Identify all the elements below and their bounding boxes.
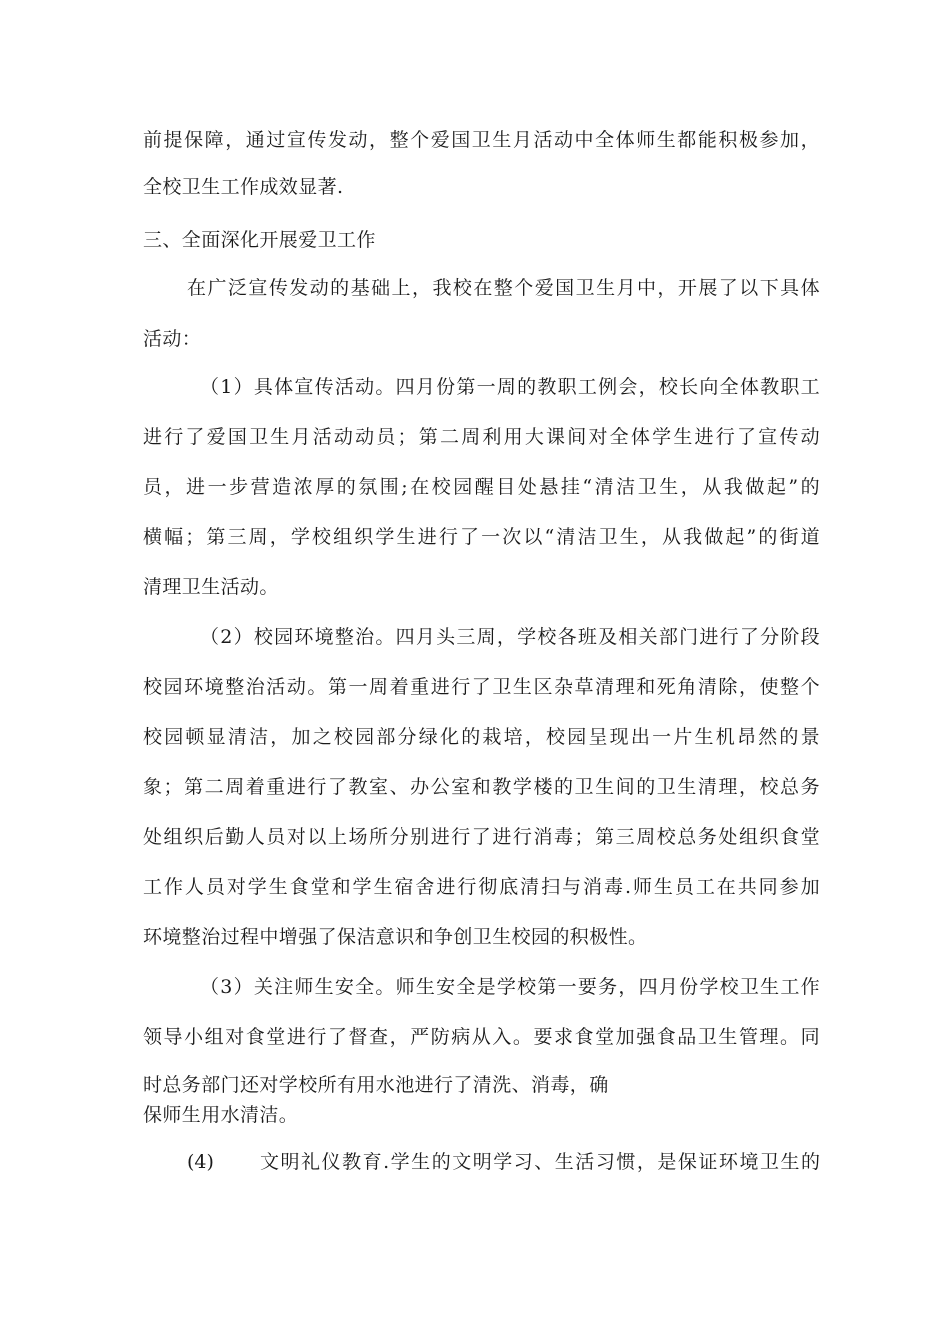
list-item-4-text: 文明礼仪教育.学生的文明学习、生活习惯，是保证环境卫生的	[260, 1151, 820, 1173]
list-item-4-number: (4)	[187, 1151, 214, 1173]
paragraph-line: 领导小组对食堂进行了督查，严防病从入。要求食堂加强食品卫生管理。同	[143, 1026, 820, 1048]
paragraph-line: 在广泛宣传发动的基础上，我校在整个爱国卫生月中，开展了以下具体	[187, 277, 820, 299]
paragraph-line: 处组织后勤人员对以上场所分别进行了进行消毒；第三周校总务处组织食堂	[143, 826, 820, 848]
paragraph-line: 校园顿显清洁，加之校园部分绿化的栽培，校园呈现出一片生机昂然的景	[143, 726, 820, 748]
paragraph-line: 工作人员对学生食堂和学生宿舍进行彻底清扫与消毒.师生员工在共同参加	[143, 876, 820, 898]
paragraph-line: 员，进一步营造浓厚的氛围;在校园醒目处悬挂“清洁卫生，从我做起”的	[143, 476, 820, 498]
paragraph-line: 环境整治过程中增强了保洁意识和争创卫生校园的积极性。	[143, 926, 648, 948]
paragraph-line: 校园环境整治活动。第一周着重进行了卫生区杂草清理和死角清除，使整个	[143, 676, 820, 698]
paragraph-line: 横幅；第三周，学校组织学生进行了一次以“清洁卫生，从我做起”的街道	[143, 526, 820, 548]
paragraph-line: 全校卫生工作成效显著.	[143, 176, 344, 198]
list-item-2-line: （2）校园环境整治。四月头三周，学校各班及相关部门进行了分阶段	[200, 626, 820, 648]
paragraph-line: 活动：	[143, 328, 202, 350]
list-item-1-line: （1）具体宣传活动。四月份第一周的教职工例会，校长向全体教职工	[200, 376, 820, 398]
list-item-3-line: （3）关注师生安全。师生安全是学校第一要务，四月份学校卫生工作	[200, 976, 820, 998]
paragraph-line: 保师生用水清洁。	[143, 1104, 299, 1126]
section-heading: 三、全面深化开展爱卫工作	[143, 229, 376, 251]
paragraph-line: 时总务部门还对学校所有用水池进行了清洗、消毒，确	[143, 1074, 609, 1096]
paragraph-line: 象；第二周着重进行了教室、办公室和教学楼的卫生间的卫生清理，校总务	[143, 776, 820, 798]
paragraph-line: 清理卫生活动。	[143, 576, 279, 598]
paragraph-line: 前提保障，通过宣传发动，整个爱国卫生月活动中全体师生都能积极参加，	[143, 129, 820, 151]
paragraph-line: 进行了爱国卫生月活动动员；第二周利用大课间对全体学生进行了宣传动	[143, 426, 820, 448]
